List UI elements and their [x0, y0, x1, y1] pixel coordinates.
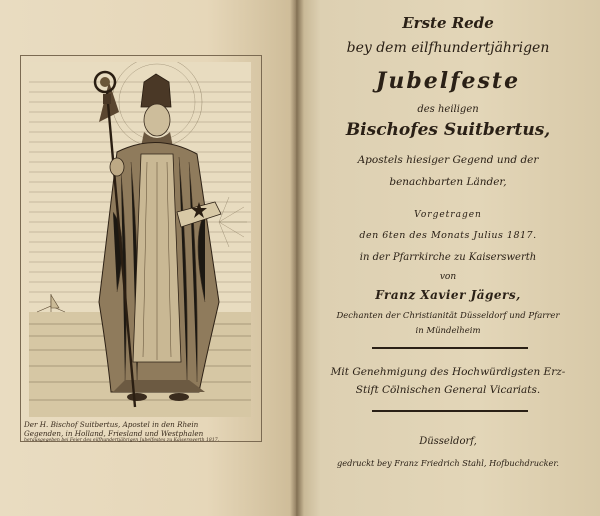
title-benachbarten: benachbarten Länder,: [389, 176, 507, 188]
title-rule-bottom: [372, 410, 528, 412]
title-muendelheim: in Mündelheim: [415, 326, 481, 336]
title-printer: gedruckt bey Franz Friedrich Stahl, Hofbuchdrucker.: [336, 458, 559, 468]
title-von: von: [439, 272, 457, 282]
title-rule-top: [372, 347, 528, 349]
title-place: in der Pfarrkirche zu Kaiserswerth: [359, 252, 537, 263]
title-date: den 6ten des Monats Julius 1817.: [359, 230, 537, 241]
title-jubelfeste: Jubelfeste: [375, 68, 521, 94]
title-bischofes: Bischofes Suitbertus,: [345, 120, 551, 140]
title-mit-genehmigung: Mit Genehmigung des Hochwürdigsten Erz-: [330, 366, 566, 378]
caption-line-3: herausgegeben bei Feier des eilfhundertjährigen Jubelfestes zu Kaiserswerth 1817.: [24, 438, 220, 443]
saint-engraving: [29, 62, 251, 417]
caption-line-2: Gegenden, in Holland, Friesland und Westphalen: [24, 429, 204, 438]
title-vorgetragen: Vorgetragen: [414, 210, 482, 220]
caption-line-1: Der H. Bischof Suitbertus, Apostel in den Rhein: [24, 420, 199, 429]
title-des-heiligen: des heiligen: [417, 104, 479, 115]
title-stift: Stift Cölnischen General Vicariats.: [355, 384, 541, 396]
title-bey-dem: bey dem eilfhundertjährigen: [346, 40, 550, 56]
title-erste-rede: Erste Rede: [402, 14, 494, 32]
title-city: Düsseldorf,: [419, 436, 477, 447]
title-apostels: Apostels hiesiger Gegend und der: [357, 154, 539, 166]
title-author: Franz Xavier Jägers,: [375, 288, 521, 302]
plate-caption: [24, 420, 260, 444]
title-dechanten: Dechanten der Christianität Düsseldorf und Pfarrer: [336, 311, 560, 321]
